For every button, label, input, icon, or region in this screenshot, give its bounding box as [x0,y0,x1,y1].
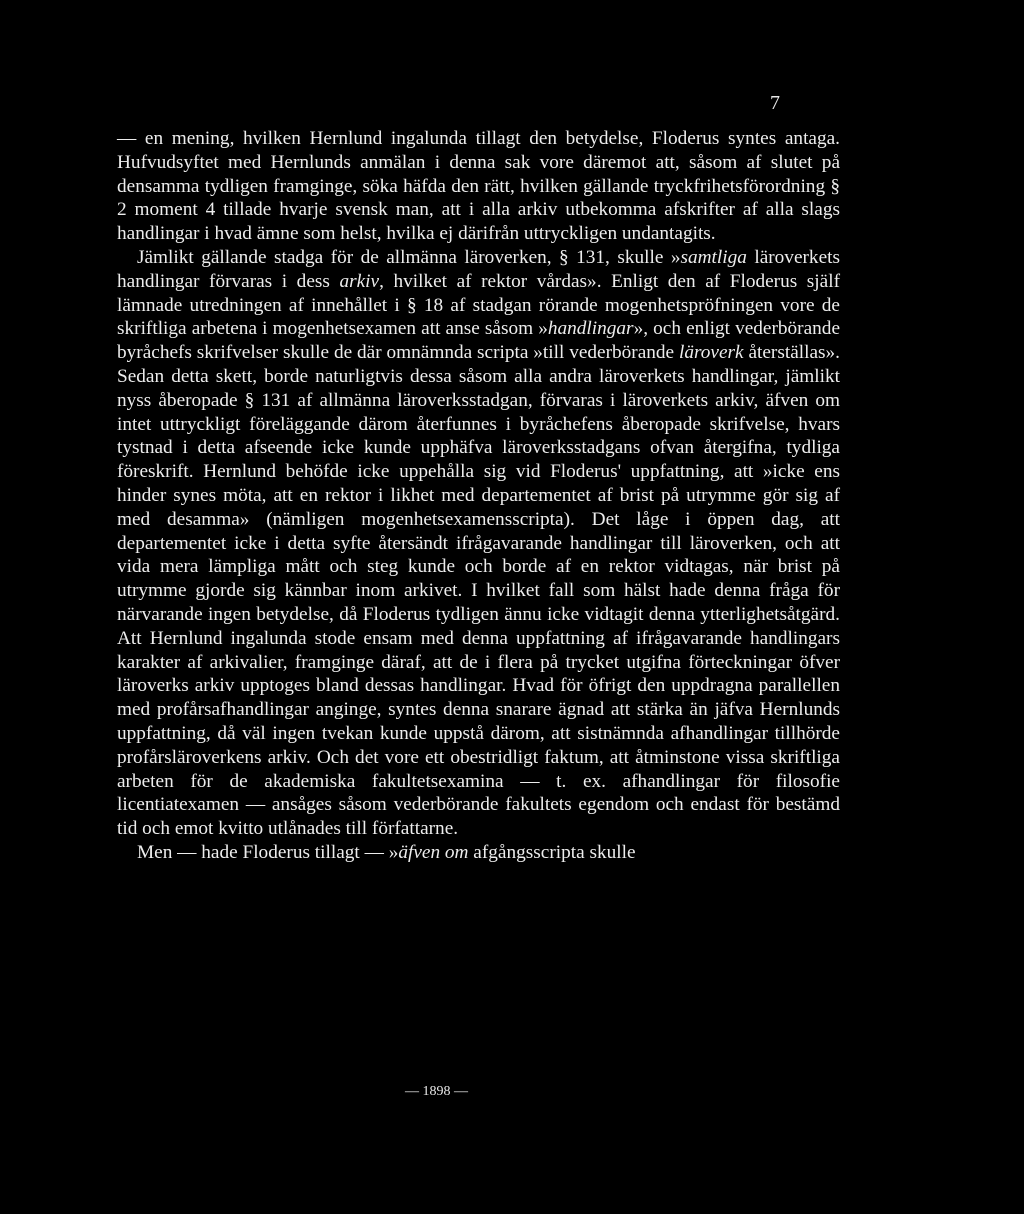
italic-run: handlingar [547,318,634,340]
text-run: återställas». Sedan detta skett, borde naturligtvis dessa såsom alla andra läroverkets handlingar, jämlikt nyss åberopade § 131 af allmänna läroverksstadgan, förvaras i läroverkets arkiv, äfven om intet uttryckligt föreläggande därom återfunnes i byråchefens åberopade skrifvelse, hvars tystnad i detta afseende icke kunde upphäfva läroverksstadgans ofvan återgifna, tydliga föreskrift. Hernlund behöfde icke uppehålla sig vid Floderus' uppfattning, att »icke ens hinder synes möta, att en rektor i likhet med departementet af brist på utrymme gör sig af med desamma» (nämligen mogenhetsexamensscripta). Det låge i öppen dag, att departementet icke i detta syfte återsändt ifrågavarande handlingar till läroverken, och att vida mera lämpliga mått och steg kunde och borde af en rektor vidtagas, när brist på utrymme gjorde sig kännbar inom arkivet. I hvilket fall som hälst hade denna fråga för närvarande ingen betydelse, då Floderus tydligen ännu icke vidtagit denna ytterlighetsåtgärd. Att Hernlund ingalunda stode ensam med denna uppfattning af ifrågavarande handlingars karakter af arkivalier, framginge däraf, att de i flera på trycket utgifna förteckningar öfver läroverks arkiv upptoges bland dessas handlingar. Hvad för öfrigt den uppdragna parallellen med profårsafhandlingar anginge, syntes denna snarare ägnad att stärka än jäfva Hernlunds uppfattning, då väl ingen tvekan kunde uppstå därom, att sistnämnda afhandlingar tillhörde profårsläroverkens arkiv. Och det vore ett obestridligt faktum, att åtminstone vissa skriftliga arbeten för de akademiska fakultetsexamina — t. ex. afhandlingar för filosofie licentiatexamen — ansåges såsom vederbörande fakultets egendom och endast för bestämd tid och emot kvitto utlånades till författarne. [117,342,840,840]
text-run: Men — hade Floderus tillagt — » [137,841,399,863]
italic-run: arkiv [339,270,380,292]
italic-run: samtliga [680,246,747,268]
text-run: läroverkets handlingar förvaras i dess [117,246,840,292]
paragraph-2 [117,246,840,841]
italic-run: läroverk [678,342,744,364]
paragraph-1 [117,127,840,246]
text-run: — en mening, hvilken Hernlund ingalunda tillagt den betydelse, Floderus syntes antaga. Hufvudsyftet med Hernlunds anmälan i denna sak vore däremot att, såsom af slutet på densamma tydligen framginge, söka häfda den rätt, hvilken gällande tryckfrihetsförordning § 2 moment 4 tillade hvarje svensk man, att i alla arkiv utbekomma afskrifter af alla slags handlingar i hvad ämne som helst, hvilka ej därifrån uttryckligen undantagits. [117,128,840,245]
body-text [117,127,840,865]
paragraph-3 [117,841,840,865]
text-run: Jämlikt gällande stadga för de allmänna läroverken, § 131, skulle » [137,246,681,268]
text-run: », och enligt vederbörande byråchefs skrifvelser skulle de där omnämnda scripta »till vederbörande [117,318,840,364]
text-run: , hvilket af rektor vårdas». Enligt den af Floderus själf lämnade utredningen af innehållet i § 18 af stadgan rörande mogenhetspröfningen vore de skriftliga arbetena i mogenhetsexamen att anse såsom » [117,270,840,340]
page-number: 7 [770,92,780,114]
footer-signature: — 1898 — [405,1084,468,1099]
italic-run: äfven om [398,841,469,863]
text-run: afgångsscripta skulle [468,841,636,863]
